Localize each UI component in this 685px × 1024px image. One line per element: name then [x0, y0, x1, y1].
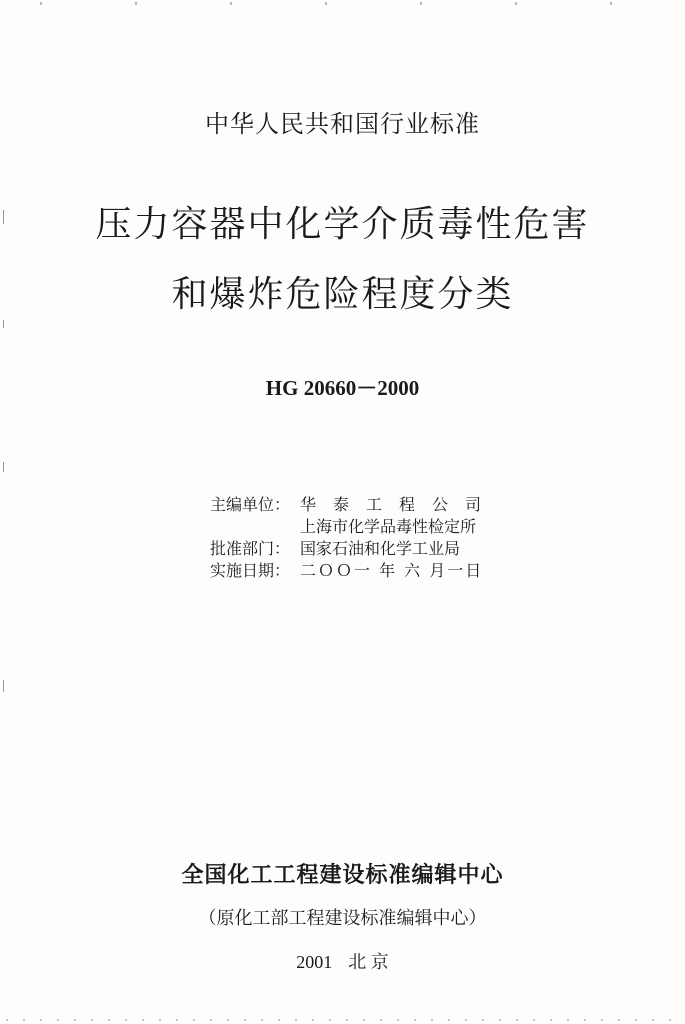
- effective-date-label: 实施日期：: [210, 561, 291, 580]
- scan-artifact-bottom: [0, 1019, 685, 1021]
- publication-year: 2001: [296, 952, 333, 972]
- publication-city: 北 京: [348, 952, 389, 972]
- effective-date-row: [210, 560, 498, 582]
- info-block: [210, 494, 498, 582]
- approver-value: 国家石油和化学工业局: [300, 539, 461, 558]
- editor-value-2: 上海市化学品毒性检定所: [300, 517, 477, 536]
- org-header: 中华人民共和国行业标准: [205, 110, 480, 138]
- publisher-former-name: （原化工部工程建设标准编辑中心）: [198, 908, 487, 929]
- document-title-line-2: 和爆炸危险程度分类: [171, 274, 514, 315]
- scan-artifact-left-4: [3, 680, 4, 692]
- editor-value-1: 华泰工程公司: [300, 495, 499, 514]
- scan-artifact-left-3: [3, 462, 4, 472]
- scan-artifact-top: [0, 2, 685, 5]
- editor-label-spacer: [210, 516, 300, 538]
- editor-row: [210, 494, 498, 516]
- approver-label: 批准部门：: [210, 539, 291, 558]
- standard-code: HG 20660－2000: [265, 376, 420, 400]
- scan-artifact-left-2: [3, 320, 4, 328]
- editor-row-2: [210, 516, 498, 538]
- effective-date-value: 二ＯＯ一 年 六 月一日: [300, 561, 484, 580]
- publication-line: [0, 948, 685, 974]
- publisher-name: 全国化工工程建设标准编辑中心: [181, 863, 504, 888]
- editor-label: 主编单位：: [210, 495, 291, 514]
- document-title-line-1: 压力容器中化学介质毒性危害: [95, 204, 590, 245]
- approver-row: [210, 538, 498, 560]
